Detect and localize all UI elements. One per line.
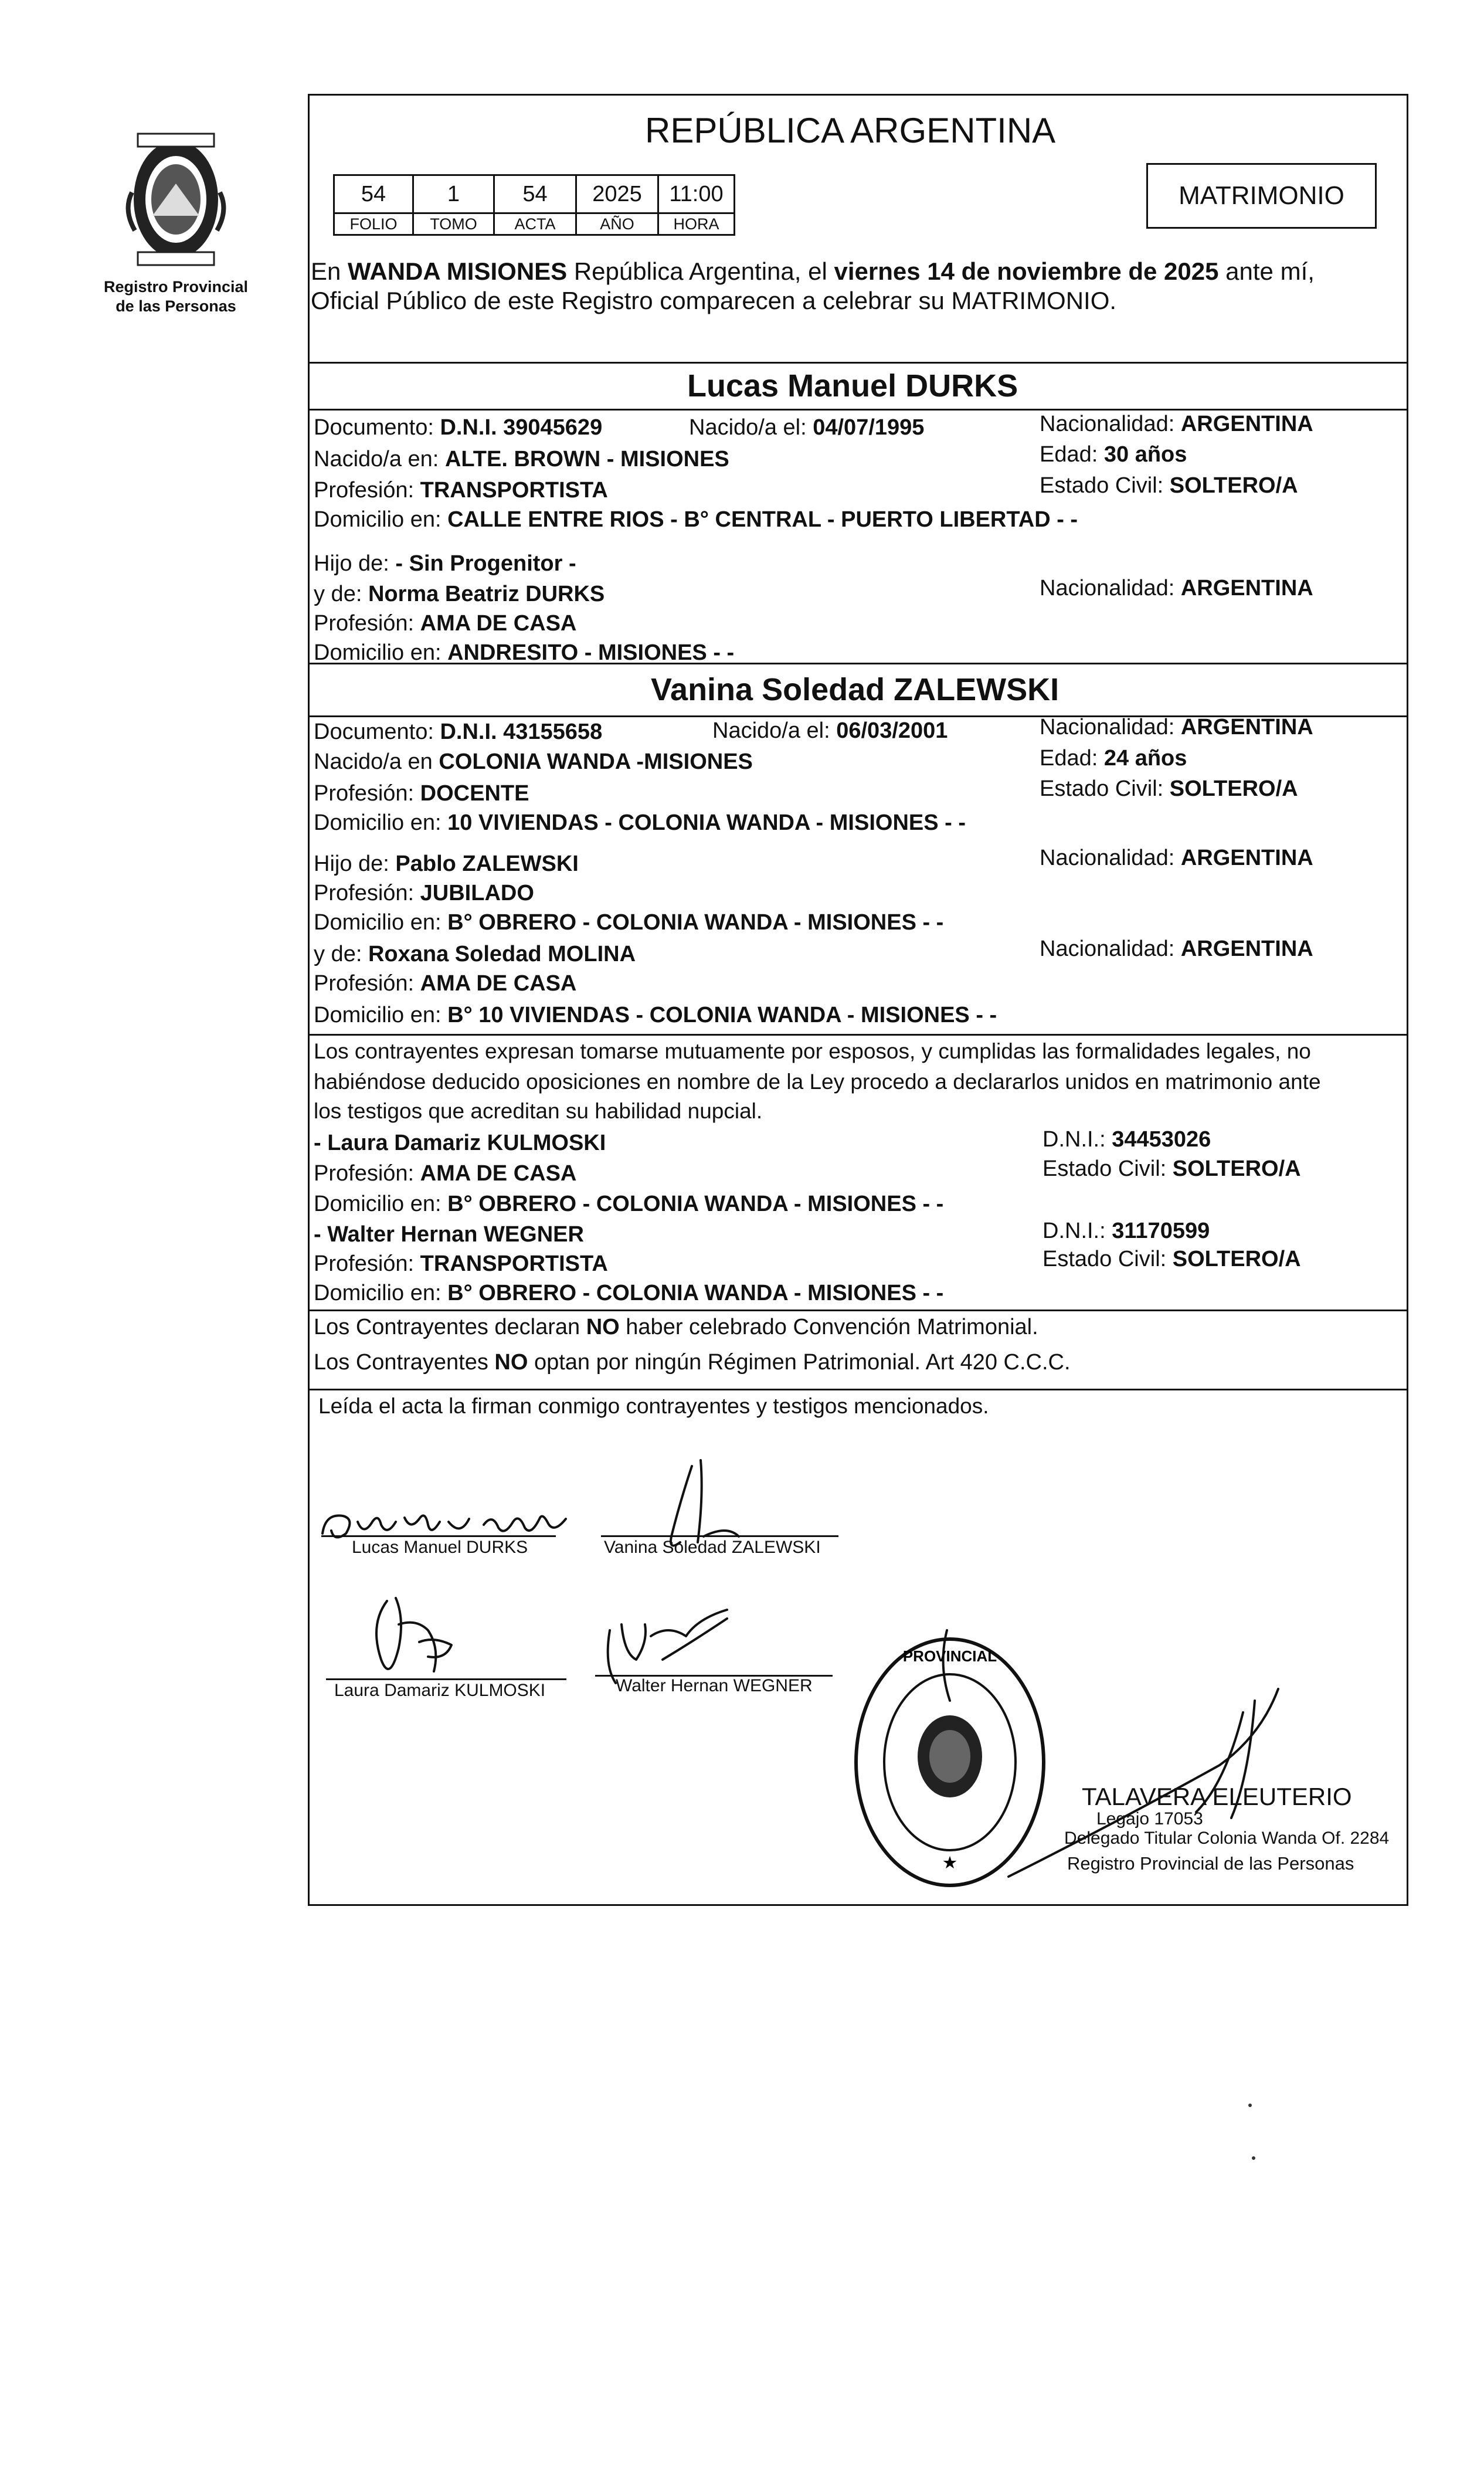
bride-age: 24 años bbox=[1103, 746, 1187, 771]
groom-parent2-prof: AMA DE CASA bbox=[420, 611, 577, 636]
groom-parent1-row bbox=[314, 550, 576, 577]
bride-dom-label: Domicilio en: bbox=[314, 810, 442, 835]
bride-parent2-dom-label: Domicilio en: bbox=[314, 1003, 442, 1027]
official-name: TALAVERA ELEUTERIO bbox=[1082, 1783, 1352, 1810]
declaration-line1: Los contrayentes expresan tomarse mutuamente por esposos, y cumplidas las formalidades legales, no bbox=[314, 1039, 1311, 1063]
groom-parent2-prof-label: Profesión: bbox=[314, 611, 415, 636]
svg-text:PROVINCIAL: PROVINCIAL bbox=[902, 1647, 997, 1665]
groom-parent2-label: y de: bbox=[314, 582, 362, 606]
groom-doc-row bbox=[314, 414, 602, 441]
bride-signature-caption: Vanina Soledad ZALEWSKI bbox=[604, 1538, 821, 1557]
divider-declaration bbox=[308, 1034, 1408, 1036]
tomo-label: TOMO bbox=[413, 213, 494, 235]
bride-nat-label: Nacionalidad: bbox=[1040, 715, 1175, 739]
groom-parent1-label: Hijo de: bbox=[314, 551, 389, 576]
closing-text: Leída el acta la firman conmigo contrayentes y testigos mencionados. bbox=[318, 1394, 989, 1418]
bride-doc-label: Documento: bbox=[314, 720, 434, 744]
svg-text:★: ★ bbox=[943, 1854, 957, 1871]
witness2-civil-label: Estado Civil: bbox=[1042, 1247, 1167, 1271]
bride-parent2-dom: B° 10 VIVIENDAS - COLONIA WANDA - MISIONES - - bbox=[447, 1003, 997, 1027]
groom-dom-row bbox=[314, 506, 1078, 533]
groom-nat: ARGENTINA bbox=[1180, 412, 1313, 436]
bride-parent2-nat-row bbox=[1040, 935, 1313, 962]
groom-signature-caption: Lucas Manuel DURKS bbox=[352, 1538, 528, 1557]
witness2-civil-row bbox=[1042, 1246, 1301, 1273]
witness1-dni-row bbox=[1042, 1126, 1211, 1153]
groom-civil: SOLTERO/A bbox=[1169, 473, 1298, 498]
anio-value: 2025 bbox=[576, 175, 658, 213]
groom-born-on-row bbox=[689, 414, 924, 441]
tomo-value: 1 bbox=[413, 175, 494, 213]
intro-place: WANDA MISIONES bbox=[348, 257, 568, 285]
bride-born-on: 06/03/2001 bbox=[836, 718, 948, 743]
record-type-box: MATRIMONIO bbox=[1146, 163, 1377, 229]
groom-age-label: Edad: bbox=[1040, 442, 1098, 467]
witness2-name: - Walter Hernan WEGNER bbox=[314, 1222, 584, 1247]
logo-label-line1: Registro Provincial bbox=[103, 278, 249, 296]
divider-groom bbox=[308, 362, 1408, 364]
registry-logo bbox=[82, 128, 270, 316]
declaration-line3: los testigos que acreditan su habilidad nupcial. bbox=[314, 1099, 763, 1123]
groom-parent2-nat-label: Nacionalidad: bbox=[1040, 576, 1175, 601]
groom-born-in-label: Nacido/a en: bbox=[314, 447, 439, 471]
witness2-dni-label: D.N.I.: bbox=[1042, 1219, 1106, 1243]
scan-specks bbox=[1243, 2099, 1261, 2164]
official-registry: Registro Provincial de las Personas bbox=[1067, 1853, 1354, 1874]
divider-closing bbox=[308, 1389, 1408, 1390]
witness2-signature-caption: Walter Hernan WEGNER bbox=[616, 1676, 813, 1695]
witness1-signature bbox=[376, 1598, 451, 1671]
convention-line1-a: Los Contrayentes declaran bbox=[314, 1315, 586, 1339]
convention-line2 bbox=[314, 1349, 1071, 1376]
groom-age-row bbox=[1040, 441, 1187, 468]
acta-label: ACTA bbox=[494, 213, 576, 235]
convention-line2-c: optan por ningún Régimen Patrimonial. Art 420 C.C.C. bbox=[528, 1350, 1071, 1375]
groom-prof-label: Profesión: bbox=[314, 478, 415, 503]
groom-parent2-dom-row bbox=[314, 639, 734, 666]
groom-born-in: ALTE. BROWN - MISIONES bbox=[444, 447, 729, 471]
bride-nat: ARGENTINA bbox=[1180, 715, 1313, 739]
hora-value: 11:00 bbox=[658, 175, 735, 213]
witness1-prof-row bbox=[314, 1160, 576, 1187]
convention-line1-no: NO bbox=[586, 1315, 620, 1339]
bride-parent2-dom-row bbox=[314, 1002, 997, 1029]
bride-parent2-prof: AMA DE CASA bbox=[420, 971, 577, 996]
groom-parent2-nat: ARGENTINA bbox=[1180, 576, 1313, 601]
groom-civil-row bbox=[1040, 472, 1298, 499]
groom-signature-scrawl bbox=[322, 1515, 566, 1537]
witness1-name: - Laura Damariz KULMOSKI bbox=[314, 1131, 606, 1155]
bride-doc: D.N.I. 43155658 bbox=[440, 720, 603, 744]
bride-parent1-prof-row bbox=[314, 880, 534, 907]
groom-parent2-dom: ANDRESITO - MISIONES - - bbox=[447, 640, 735, 665]
bride-parent2-nat: ARGENTINA bbox=[1180, 937, 1313, 961]
groom-prof: TRANSPORTISTA bbox=[420, 478, 608, 503]
bride-signature-line bbox=[601, 1535, 838, 1537]
witness1-dni-label: D.N.I.: bbox=[1042, 1127, 1106, 1152]
bride-born-on-label: Nacido/a el: bbox=[712, 718, 830, 743]
bride-prof-row bbox=[314, 780, 529, 807]
intro-text-c: ante mí, bbox=[1218, 257, 1315, 285]
witness2-dom-label: Domicilio en: bbox=[314, 1281, 442, 1305]
groom-prof-row bbox=[314, 477, 608, 504]
witness2-dni: 31170599 bbox=[1112, 1219, 1210, 1243]
bride-parent2-row bbox=[314, 941, 636, 968]
bride-born-in-row bbox=[314, 748, 753, 775]
groom-doc-label: Documento: bbox=[314, 415, 434, 440]
bride-born-on-row bbox=[712, 717, 948, 744]
declaration-line2: habiéndose deducido oposiciones en nombre de la Ley procedo a declararlos unidos en matrimonio ante bbox=[314, 1070, 1321, 1094]
groom-parent2-dom-label: Domicilio en: bbox=[314, 640, 442, 665]
witness1-signature-caption: Laura Damariz KULMOSKI bbox=[334, 1681, 546, 1700]
bride-parent2-prof-label: Profesión: bbox=[314, 971, 415, 996]
anio-label: AÑO bbox=[576, 213, 658, 235]
witness1-prof-label: Profesión: bbox=[314, 1161, 415, 1186]
bride-parent1-dom: B° OBRERO - COLONIA WANDA - MISIONES - - bbox=[447, 910, 944, 935]
witness1-dom-label: Domicilio en: bbox=[314, 1192, 442, 1216]
intro-text-b: República Argentina, el bbox=[567, 257, 834, 285]
bride-parent1-nat-row bbox=[1040, 844, 1313, 871]
witness2-signature bbox=[608, 1610, 727, 1683]
groom-nat-row bbox=[1040, 411, 1313, 437]
bride-signature bbox=[671, 1460, 739, 1546]
witness2-civil: SOLTERO/A bbox=[1172, 1247, 1301, 1271]
groom-dom-label: Domicilio en: bbox=[314, 507, 442, 532]
groom-dom: CALLE ENTRE RIOS - B° CENTRAL - PUERTO LIBERTAD - - bbox=[447, 507, 1078, 532]
witness2-dom: B° OBRERO - COLONIA WANDA - MISIONES - - bbox=[447, 1281, 944, 1305]
witness2-dni-row bbox=[1042, 1217, 1210, 1244]
bride-dom-row bbox=[314, 809, 966, 836]
groom-born-on-label: Nacido/a el: bbox=[689, 415, 807, 440]
groom-born-in-row bbox=[314, 446, 729, 473]
witness1-dom-row bbox=[314, 1190, 943, 1217]
witness2-prof-label: Profesión: bbox=[314, 1251, 415, 1276]
bride-parent1-prof-label: Profesión: bbox=[314, 881, 415, 905]
witness1-civil-label: Estado Civil: bbox=[1042, 1156, 1167, 1181]
groom-nat-label: Nacionalidad: bbox=[1040, 412, 1175, 436]
bride-born-in: COLONIA WANDA -MISIONES bbox=[439, 749, 753, 774]
provincial-seal-icon bbox=[120, 128, 232, 274]
groom-civil-label: Estado Civil: bbox=[1040, 473, 1164, 498]
bride-name-heading: Vanina Soledad ZALEWSKI bbox=[651, 672, 1059, 707]
intro-line2: Oficial Público de este Registro comparecen a celebrar su MATRIMONIO. bbox=[311, 287, 1117, 314]
bride-parent1-nat: ARGENTINA bbox=[1180, 846, 1313, 870]
folio-value: 54 bbox=[334, 175, 413, 213]
intro-text-a: En bbox=[311, 257, 348, 285]
witness1-civil-row bbox=[1042, 1155, 1301, 1182]
groom-signature-line bbox=[321, 1535, 556, 1537]
groom-parent2-row bbox=[314, 581, 605, 608]
record-grid bbox=[333, 174, 735, 236]
bride-parent2: Roxana Soledad MOLINA bbox=[368, 942, 636, 966]
logo-label-line2: de las Personas bbox=[116, 297, 236, 315]
witness1-civil: SOLTERO/A bbox=[1172, 1156, 1301, 1181]
bride-prof: DOCENTE bbox=[420, 781, 529, 806]
bride-civil-label: Estado Civil: bbox=[1040, 776, 1164, 801]
acta-value: 54 bbox=[494, 175, 576, 213]
bride-age-row bbox=[1040, 745, 1187, 772]
bride-parent1-nat-label: Nacionalidad: bbox=[1040, 846, 1175, 870]
official-role: Delegado Titular Colonia Wanda Of. 2284 bbox=[1064, 1829, 1390, 1848]
page-title: REPÚBLICA ARGENTINA bbox=[645, 111, 1056, 150]
convention-line2-a: Los Contrayentes bbox=[314, 1350, 495, 1375]
witness2-prof-row bbox=[314, 1250, 608, 1277]
bride-parent1-label: Hijo de: bbox=[314, 852, 389, 876]
witness1-dom: B° OBRERO - COLONIA WANDA - MISIONES - - bbox=[447, 1192, 944, 1216]
witness1-signature-line bbox=[326, 1678, 566, 1680]
bride-prof-label: Profesión: bbox=[314, 781, 415, 806]
groom-parent2: Norma Beatriz DURKS bbox=[368, 582, 605, 606]
bride-dom: 10 VIVIENDAS - COLONIA WANDA - MISIONES - - bbox=[447, 810, 966, 835]
bride-parent1-row bbox=[314, 850, 579, 877]
bride-parent1-dom-row bbox=[314, 909, 943, 936]
bride-civil: SOLTERO/A bbox=[1169, 776, 1298, 801]
bride-age-label: Edad: bbox=[1040, 746, 1098, 771]
convention-line1-c: haber celebrado Convención Matrimonial. bbox=[619, 1315, 1038, 1339]
bride-civil-row bbox=[1040, 775, 1298, 802]
groom-born-on: 04/07/1995 bbox=[813, 415, 925, 440]
hora-label: HORA bbox=[658, 213, 735, 235]
groom-age: 30 años bbox=[1103, 442, 1187, 467]
witness2-dom-row bbox=[314, 1280, 943, 1307]
intro-date: viernes 14 de noviembre de 2025 bbox=[834, 257, 1219, 285]
official-legajo: Legajo 17053 bbox=[1096, 1809, 1203, 1829]
bride-parent1-prof: JUBILADO bbox=[420, 881, 534, 905]
bride-nat-row bbox=[1040, 714, 1313, 741]
groom-doc: D.N.I. 39045629 bbox=[440, 415, 603, 440]
bride-born-in-label: Nacido/a en bbox=[314, 749, 433, 774]
bride-parent1-dom-label: Domicilio en: bbox=[314, 910, 442, 935]
folio-label: FOLIO bbox=[334, 213, 413, 235]
bride-parent2-prof-row bbox=[314, 970, 576, 997]
groom-parent2-prof-row bbox=[314, 610, 576, 637]
bride-parent2-label: y de: bbox=[314, 942, 362, 966]
bride-doc-row bbox=[314, 718, 602, 745]
intro-line1 bbox=[311, 257, 1315, 286]
groom-parent1: - Sin Progenitor - bbox=[395, 551, 576, 576]
convention-line1 bbox=[314, 1314, 1038, 1341]
bride-parent2-nat-label: Nacionalidad: bbox=[1040, 937, 1175, 961]
divider-convention bbox=[308, 1310, 1408, 1311]
witness1-prof: AMA DE CASA bbox=[420, 1161, 577, 1186]
groom-name-heading: Lucas Manuel DURKS bbox=[687, 368, 1018, 403]
convention-line2-no: NO bbox=[494, 1350, 528, 1375]
witness1-dni: 34453026 bbox=[1112, 1127, 1211, 1152]
bride-parent1: Pablo ZALEWSKI bbox=[395, 852, 579, 876]
groom-parent2-nat-row bbox=[1040, 575, 1313, 602]
witness2-prof: TRANSPORTISTA bbox=[420, 1251, 608, 1276]
